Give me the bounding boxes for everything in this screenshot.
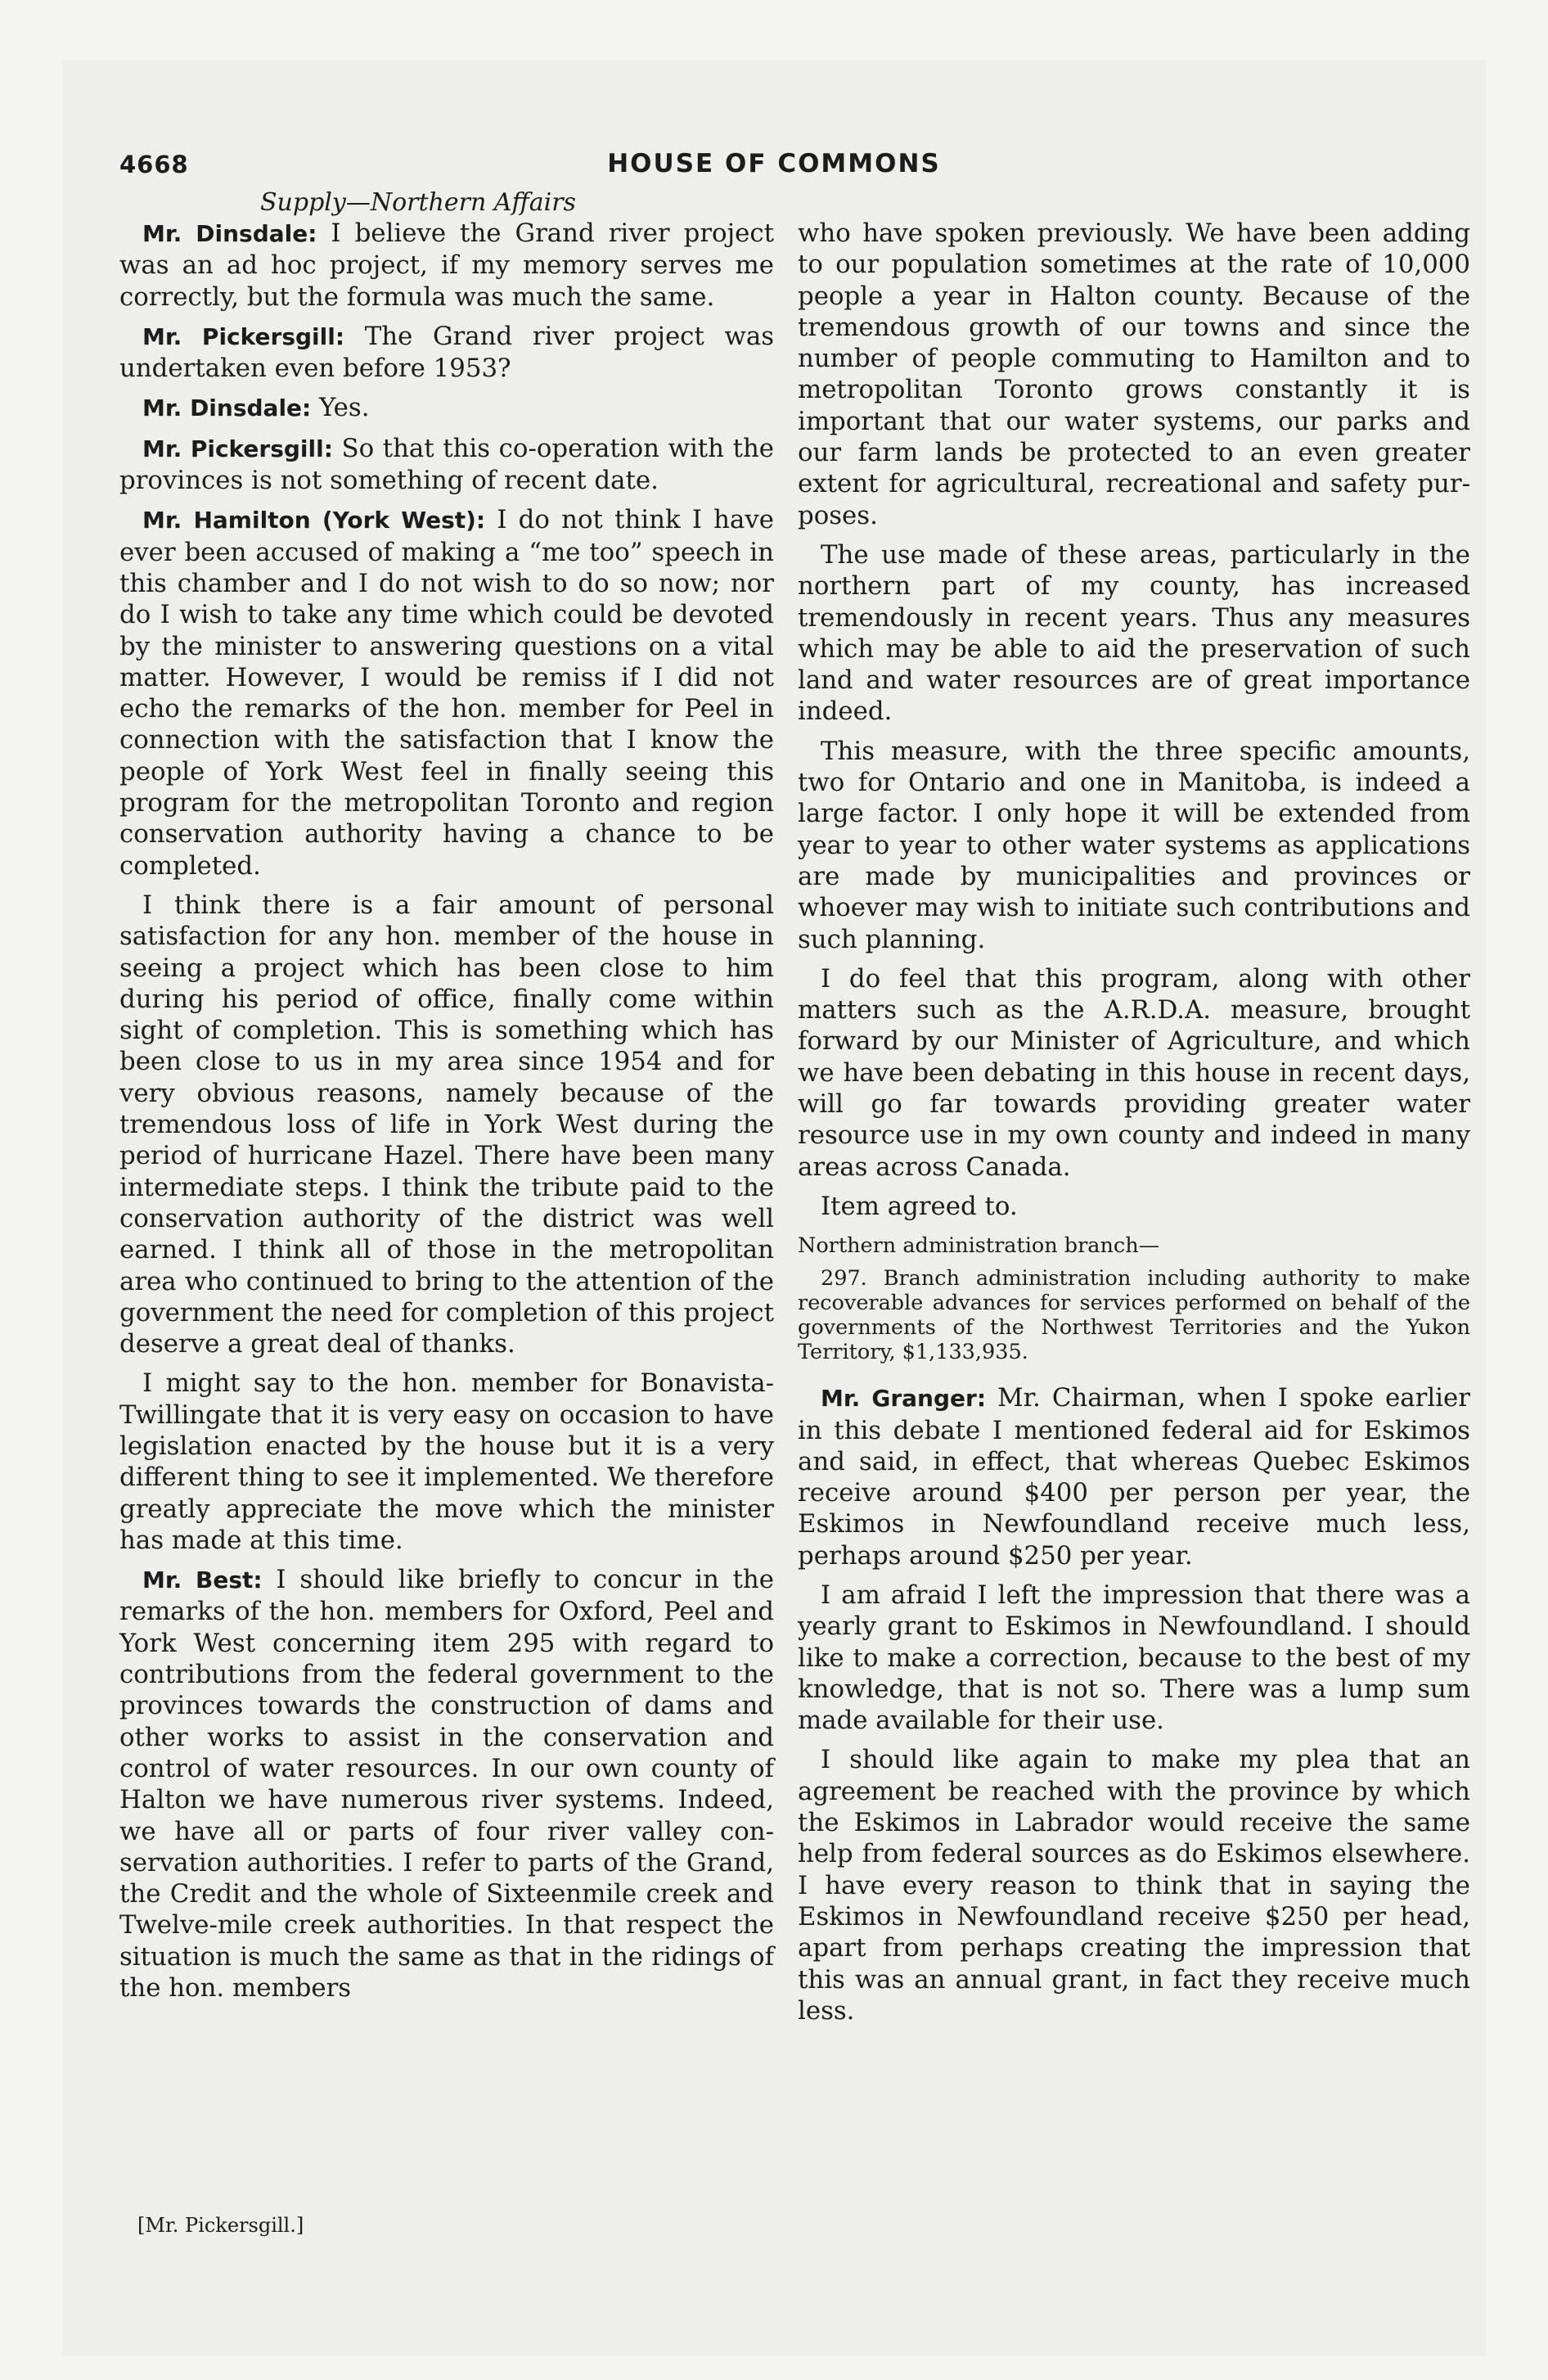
paragraph-text: who have spoken previously. We have been adding to our population sometimes at the rate of 10,000 people a year in Halton county. Because of the tremendous growth of our towns and since the number of people commuting to Hamilton and to metropolitan Toronto grows constantly it is important that our water systems, our parks and our farm lands be protected to an even greater extent for agricultural, recreational and safety purposes.	[798, 219, 1470, 530]
paragraph-text: Yes.	[311, 393, 370, 423]
paragraph	[119, 504, 774, 881]
running-head: HOUSE OF COMMONS	[607, 149, 941, 178]
speaker-name: Mr. Dinsdale:	[142, 394, 312, 422]
paragraph	[119, 321, 774, 385]
paragraph-text: I might say to the hon. member for Bonavista-Twillingate that it is very easy on occasion to have legislation enacted by the house but it is a very different thing to see it implemented. We therefore greatly appreciate the move which the minister has made at this time.	[119, 1368, 774, 1555]
paragraph-text: The use made of these areas, particularly in the northern part of my county, has increased tremendously in recent years. Thus any measures which may be able to aid the preservation of such land and water resources are of great importance indeed.	[798, 539, 1470, 727]
paragraph-text: The Grand river project was undertaken even before 1953?	[119, 321, 774, 384]
paragraph	[798, 218, 1470, 531]
paragraph-text: I think there is a fair amount of personal satisfaction for any hon. member of the house in seeing a project which has been close to him during his period of office, finally come within sight of completion. This is something which has been close to us in my area since 1954 and for very obvious reasons, namely because of the tremendous loss of life in York West during the period of hurricane Hazel. There have been many intermediate steps. I think the tribute paid to the conservation authority of the district was well earned. I think all of those in the metropolitan area who continued to bring to the attention of the government the need for completion of this project deserve a great deal of thanks.	[119, 890, 774, 1359]
item-agreed: Item agreed to.	[821, 1191, 1018, 1221]
left-column	[119, 218, 774, 2012]
paragraph	[798, 736, 1470, 955]
speaker-name: Mr. Granger:	[821, 1385, 987, 1413]
paragraph-text: Mr. Chairman, when I spoke earlier in this debate I mentioned federal aid for Eskimos and said, in effect, that whereas Quebec Eskimos receive around $400 per person per year, the Eskimos in Newfoundland receive much less, perhaps around $250 per year.	[798, 1383, 1470, 1571]
paragraph	[119, 433, 774, 497]
paragraph	[798, 539, 1470, 728]
right-column-top	[798, 218, 1470, 1183]
paragraph	[798, 1382, 1470, 1571]
right-column	[798, 218, 1470, 2035]
paragraph-text: I do not think I have ever been accused of making a “me too” speech in this chamber and I do not wish to do so now; nor do I wish to take any time which could be devoted by the minister to answering questions on a vital matter. However, I would be remiss if I did not echo the remarks of the hon. member for Peel in connection with the satisfaction that I know the people of York West feel in finally seeing this program for the metropolitan Toronto and region conservation authority having a chance to be completed.	[119, 505, 775, 881]
speaker-name: Mr. Pickersgill:	[142, 322, 345, 350]
paragraph-text: I believe the Grand river project was an ad hoc project, if my memory serves me correctly, but the formula was much the same.	[119, 219, 774, 312]
paragraph	[119, 218, 774, 313]
paragraph	[119, 1368, 774, 1556]
paragraph-text: I should like briefly to concur in the remarks of the hon. members for Oxford, Peel and York West concerning item 295 with regard to contributions from the federal government to the provinces towards the construction of dams and other works to assist in the conservation and control of water resources. In our own county of Halton we have numerous river systems. Indeed, we have all or parts of four river valley conservation authorities. I refer to parts of the Grand, the Credit and the whole of Sixteenmile creek and Twelve-mile creek authorities. In that respect the situation is much the same as that in the ridings of the hon. members	[119, 1565, 774, 2004]
branch-heading: Northern administration branch—	[798, 1233, 1160, 1259]
section-subheading: Supply—Northern Affairs	[260, 188, 576, 217]
speaker-name: Mr. Dinsdale:	[142, 220, 317, 247]
paragraph	[798, 963, 1470, 1183]
paragraph-text: I do feel that this program, along with other matters such as the A.R.D.A. measure, brought forward by our Minister of Agriculture, and which we have been debating in this house in recent days, will go far towards providing greater water resource use in my own county and indeed in many areas across Canada.	[798, 963, 1470, 1182]
paragraph	[798, 1580, 1470, 1736]
paragraph-text: I am afraid I left the impression that there was a yearly grant to Eskimos in Newfoundland. I should like to make a correction, because to the best of my knowledge, that is not so. There was a lump sum made available for their use.	[798, 1580, 1470, 1736]
right-column-bottom	[798, 1382, 1470, 2026]
footer-speaker-note: [Mr. Pickersgill.]	[137, 2214, 304, 2237]
paragraph	[119, 890, 774, 1359]
speaker-name: Mr. Best:	[142, 1566, 263, 1594]
paragraph	[119, 392, 774, 424]
page-number: 4668	[119, 151, 189, 178]
paragraph	[798, 1744, 1470, 2026]
paragraph-text: This measure, with the three specific amounts, two for Ontario and one in Manitoba, is indeed a large factor. I only hope it will be extended from year to year to other water systems as applications are made by municipalities and provinces or whoever may wish to initiate such contributions and such planning.	[798, 736, 1470, 954]
paragraph	[119, 1564, 774, 2004]
speaker-name: Mr. Hamilton (York West):	[142, 507, 486, 534]
vote-text: 297. Branch administration including authority to make recoverable advances for services performed on behalf of the governments of the Northwest Territories and the Yukon Territory, $1,133,935.	[798, 1266, 1470, 1365]
speaker-name: Mr. Pickersgill:	[142, 435, 333, 462]
paragraph-text: I should like again to make my plea that an agreement be reached with the province by which the Eskimos in Labrador would receive the same help from federal sources as do Eskimos elsewhere. I have every reason to think that in saying the Eskimos in Newfoundland receive $250 per head, apart from perhaps creating the impression that this was an annual grant, in fact they receive much less.	[798, 1745, 1470, 2026]
paragraph-text: So that this co-operation with the provinces is not something of recent date.	[119, 433, 775, 496]
